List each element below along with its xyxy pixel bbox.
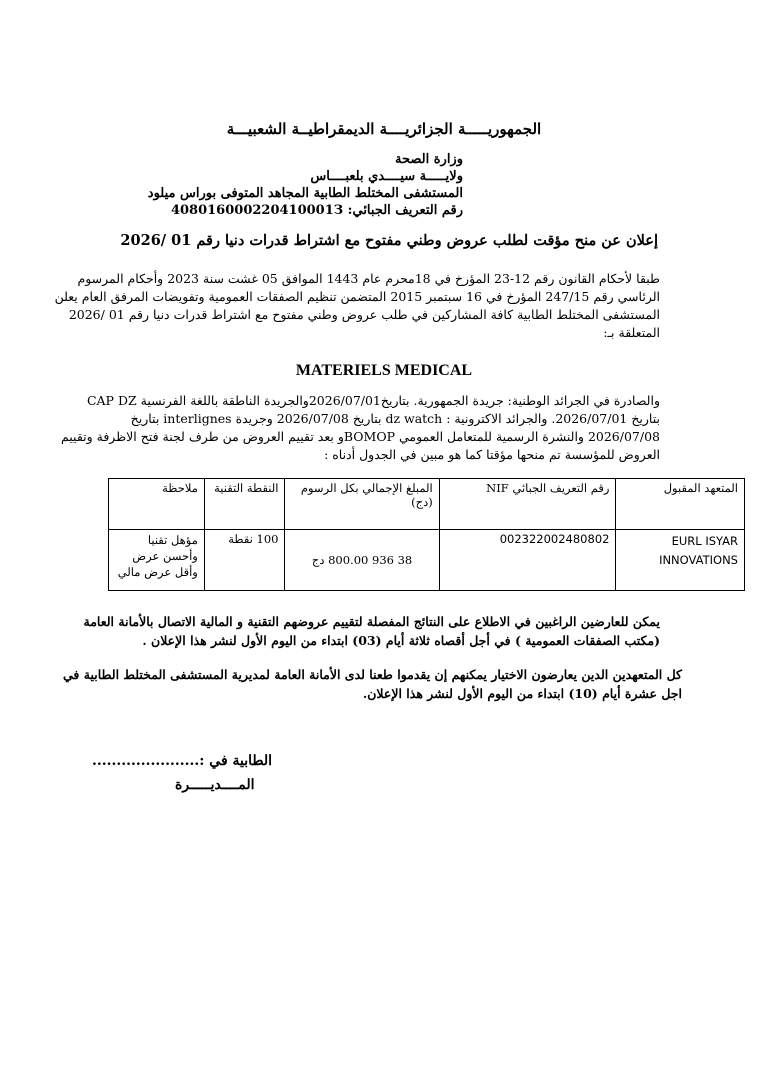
wilaya-line: ولايـــــة سيــــدي بلعبــــاس — [310, 169, 463, 184]
cell-amount: 38 936 800.00 دج — [285, 530, 439, 591]
publication-line: العروض للمؤسسة تم منحها مؤقتا كما هو مبين في الجدول أدناه : — [324, 447, 660, 462]
intro-line: المستشفى المختلط الطابية كافة المشاركين في طلب عروض وطني مفتوح مع اشتراط قدرات دنيا رقم 01 /2026 — [68, 307, 660, 322]
header-note: ملاحظة — [109, 479, 205, 530]
notice-2-line: كل المتعهدين الدين يعارضون الاختيار يمكنهم إن يقدموا طعنا لدى الأمانة العامة لمديرية المستشفى المختلط الطابية في — [63, 667, 682, 682]
republic-heading: الجمهوريـــــة الجزائريــــة الديمقراطيــة الشعبيـــة — [226, 120, 542, 138]
signature-title: المــــديـــــرة — [175, 777, 255, 793]
nif-line: رقم التعريف الجبائي: 408016000220410001З — [170, 203, 463, 218]
cell-nif: 002322002480802 — [439, 530, 616, 591]
cell-note: مؤهل تقنيا وأحسن عرض وأقل عرض مالي — [109, 530, 205, 591]
header-score: النقطة التقنية — [204, 479, 285, 530]
signature-place-date: الطابية في :...................... — [92, 753, 273, 769]
publication-line: والصادرة في الجرائد الوطنية: جريدة الجمهورية. بتاريخ2026/07/01والجريدة الناطقة باللغة الفرنسية CAP DZ — [86, 393, 660, 408]
table-header-row — [109, 479, 745, 530]
header-amount: المبلغ الإجمالي بكل الرسوم (دج) — [285, 479, 439, 530]
notice-1-line: يمكن للعارضين الراغبين في الاطلاع على النتائج المفصلة لتقييم عروضهم التقنية و المالية الاتصال بالأمانة العامة — [83, 614, 660, 629]
notice-2-line: اجل عشرة أيام (10) ابتداء من اليوم الأول لنشر هذا الإعلان. — [362, 686, 682, 701]
intro-line: الرئاسي رقم 247/15 المؤرخ في 16 سبتمبر 2015 المتضمن تنظيم الصفقات العمومية وتفويضات المرفق العام يعلن — [54, 289, 660, 304]
header-bidder: المتعهد المقبول — [616, 479, 745, 530]
intro-line: المتعلقة بـ: — [603, 325, 660, 340]
cell-bidder: EURL ISYAR INNOVATIONS — [616, 530, 745, 591]
header-nif: رقم التعريف الجبائي NIF — [439, 479, 616, 530]
publication-line: بتاريخ 2026/07/01. والجرائد الاكترونية : dz watch بتاريخ 2026/07/08 وجريدة interlignes بتاريخ — [130, 411, 660, 426]
ministry-line: وزارة الصحة — [395, 152, 463, 167]
table-row — [109, 530, 745, 591]
results-table — [108, 478, 745, 591]
cell-score: 100 نقطة — [204, 530, 285, 591]
publication-line: 2026/07/08 والنشرة الرسمية للمتعامل العمومي BOMOPو بعد تقييم العروض من طرف لجنة فتح الاظرفة وتقييم — [60, 429, 660, 444]
notice-1-line: (مكتب الصفقات العمومية ) في أجل أقصاه ثلاثة أيام (03) ابتداء من اليوم الأول لنشر هذا الإعلان . — [142, 633, 660, 648]
lot-title: MATERIELS MEDICAL — [295, 362, 473, 379]
announcement-title: إعلان عن منح مؤقت لطلب عروض وطني مفتوح مع اشتراط قدرات دنيا رقم 01 /2026 — [120, 232, 658, 249]
hospital-line: المستشفى المختلط الطابية المجاهد المتوفى بوراس ميلود — [147, 186, 463, 201]
intro-line: طبقا لأحكام القانون رقم 12-23 المؤرخ في 18محرم عام 1443 الموافق 05 غشت سنة 2023 وأحكام المرسوم — [77, 271, 660, 286]
